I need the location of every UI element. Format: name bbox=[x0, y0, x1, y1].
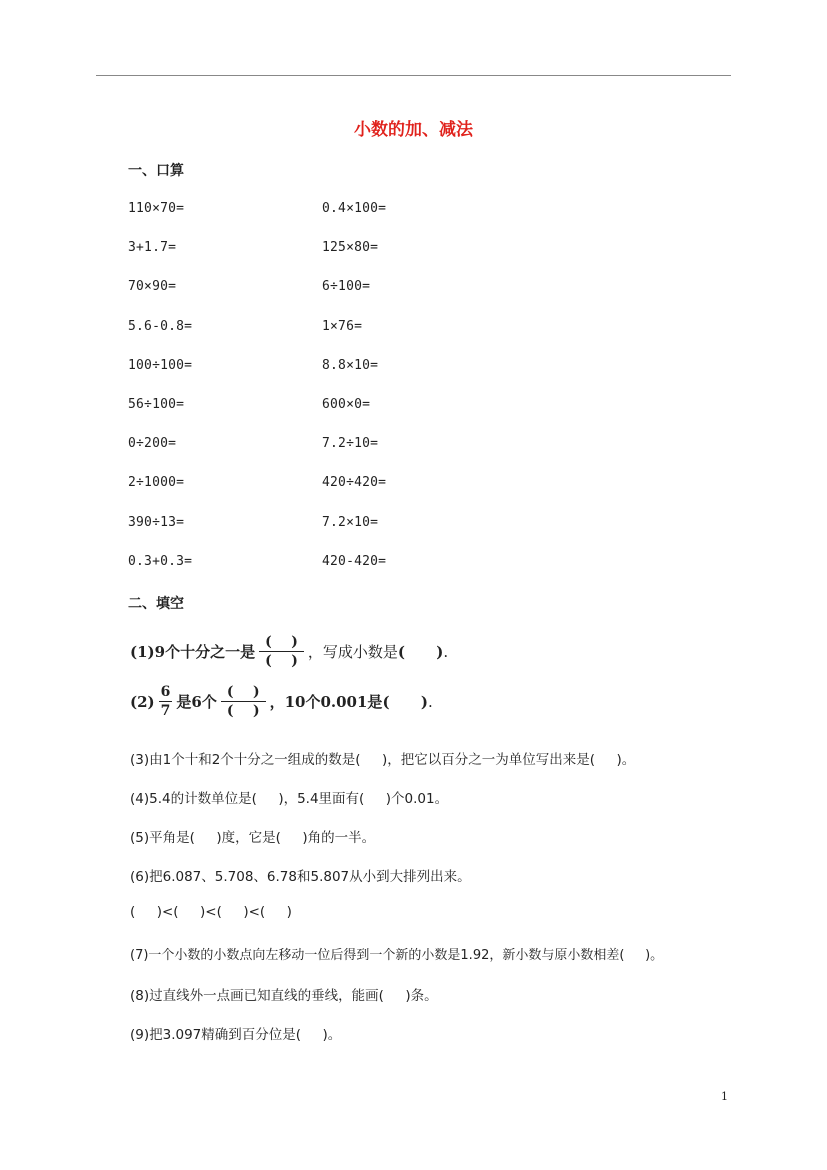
question-5: (5)平角是( )度，它是( )角的一半。 bbox=[130, 830, 376, 846]
q2-f-num: 6 bbox=[160, 684, 171, 700]
question-9: (9)把3.097精确到百分位是( )。 bbox=[130, 1027, 342, 1043]
question-2 bbox=[130, 683, 433, 720]
calc-item-right: 7.2÷10= bbox=[322, 436, 379, 452]
calc-item-left: 390÷13= bbox=[128, 514, 185, 530]
header-rule bbox=[96, 75, 731, 76]
question-8: (8)过直线外一点画已知直线的垂线，能画( )条。 bbox=[130, 988, 438, 1004]
question-6-blanks: ( )<( )<( )<( ) bbox=[130, 904, 292, 920]
calc-item-right: 1×76= bbox=[322, 318, 363, 334]
q1-fraction bbox=[259, 633, 304, 670]
q1-blank: ( ) bbox=[397, 642, 444, 661]
q1-text-a: (1)9个十分之一是 bbox=[130, 643, 256, 661]
q2-text-e: . bbox=[427, 692, 433, 711]
question-3: (3)由1个十和2个十分之一组成的数是( )，把它以百分之一为单位写出来是( )。 bbox=[130, 752, 636, 768]
q2-text-a: (2) bbox=[130, 692, 155, 711]
calc-item-right: 420-420= bbox=[322, 553, 387, 569]
page-title: 小数的加、减法 bbox=[354, 120, 473, 140]
q2-blank: ( ) bbox=[382, 692, 428, 711]
q2-frac-den: ( ) bbox=[226, 703, 260, 719]
calc-item-left: 110×70= bbox=[128, 201, 185, 216]
question-1 bbox=[130, 633, 448, 670]
calc-item-right: 8.8×10= bbox=[322, 357, 379, 373]
calc-item-right: 6÷100= bbox=[322, 279, 371, 295]
q2-text-b: 是6个 bbox=[176, 693, 217, 711]
calc-item-left: 0÷200= bbox=[128, 436, 177, 452]
question-7: (7)一个小数的小数点向左移动一位后得到一个新的小数是1.92，新小数与原小数相差( )。 bbox=[130, 948, 664, 963]
q1-frac-den: ( ) bbox=[265, 653, 298, 669]
calc-item-left: 2÷1000= bbox=[128, 475, 185, 491]
page-number: 1 bbox=[721, 1090, 728, 1103]
calc-item-left: 5.6-0.8= bbox=[128, 318, 193, 334]
calc-item-right: 125×80= bbox=[322, 240, 379, 256]
q2-fraction bbox=[221, 683, 266, 720]
q2-text-c: ，10个0.001是 bbox=[269, 693, 383, 711]
q2-fraction-six-sevenths bbox=[159, 683, 173, 720]
calc-item-right: 420÷420= bbox=[322, 475, 387, 491]
calc-item-left: 56÷100= bbox=[128, 397, 185, 412]
calc-item-right: 600×0= bbox=[322, 397, 371, 412]
calc-item-right: 0.4×100= bbox=[322, 201, 387, 216]
q1-frac-num: ( ) bbox=[265, 634, 298, 650]
question-6: (6)把6.087、5.708、6.78和5.807从小到大排列出来。 bbox=[130, 869, 471, 885]
calc-item-left: 70×90= bbox=[128, 279, 177, 295]
calc-item-left: 0.3+0.3= bbox=[128, 553, 193, 569]
question-4: (4)5.4的计数单位是( )，5.4里面有( )个0.01。 bbox=[130, 791, 449, 807]
calc-item-left: 3+1.7= bbox=[128, 240, 177, 256]
q2-f-den: 7 bbox=[160, 703, 171, 719]
section-heading-fill-blank: 二、填空 bbox=[128, 596, 184, 612]
q2-frac-num: ( ) bbox=[226, 684, 260, 700]
section-heading-oral-calc: 一、口算 bbox=[128, 163, 184, 179]
q1-text-b: ，写成小数是 bbox=[307, 643, 398, 661]
q1-text-d: . bbox=[443, 642, 449, 661]
calc-item-left: 100÷100= bbox=[128, 357, 193, 373]
calc-item-right: 7.2×10= bbox=[322, 514, 379, 530]
